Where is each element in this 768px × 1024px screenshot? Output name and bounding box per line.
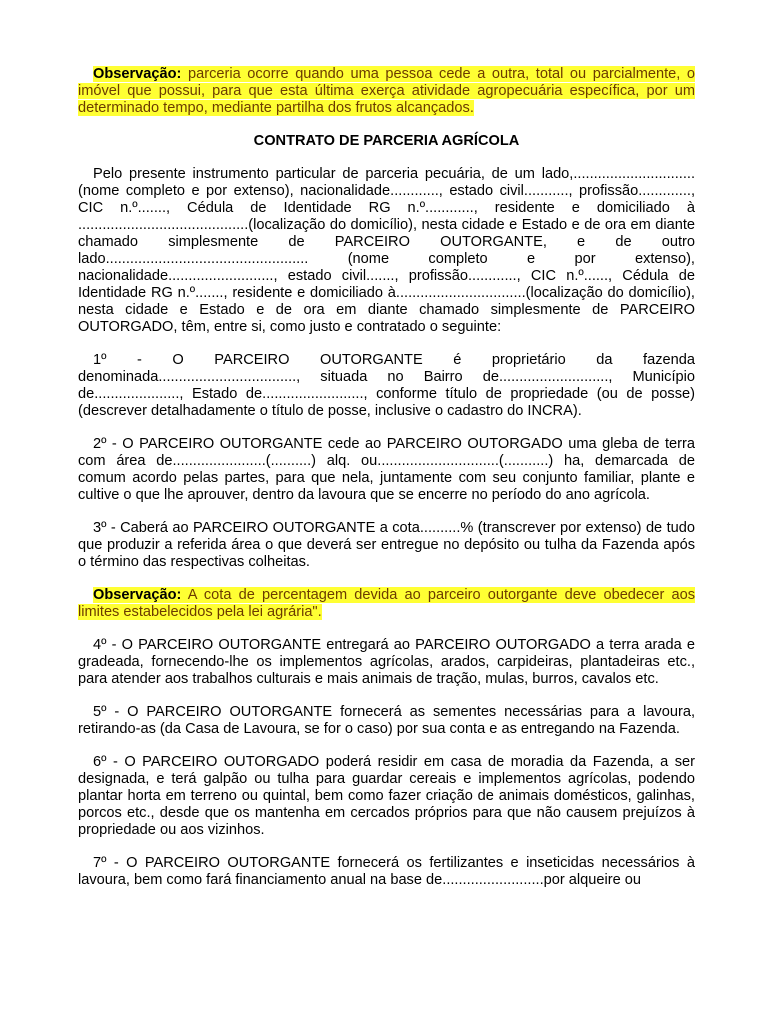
clause-2: 2º - O PARCEIRO OUTORGANTE cede ao PARCEIRO OUTORGADO uma gleba de terra com área de.......................(..........) alq. ou..............................(...........) ha, demarcada de comum acordo pelas partes, para que nela, juntamente com seu conjunto familiar, plante e cultive o que lhe aprouver, dentro da lavoura que se encerre no período do ano agrícola. xyxy=(78,436,695,503)
observation-label: Observação: xyxy=(93,66,182,82)
clause-3: 3º - Caberá ao PARCEIRO OUTORGANTE a cota..........% (transcrever por extenso) de tudo que produzir a referida área o que deverá ser entregue no depósito ou tulha da Fazenda após o término das respectivas colheitas. xyxy=(78,520,695,570)
observation-label-2: Observação: xyxy=(93,587,182,603)
clause-7: 7º - O PARCEIRO OUTORGANTE fornecerá os fertilizantes e inseticidas necessários à lavoura, bem como fará financiamento anual na base de.........................por alqueire ou xyxy=(78,855,695,888)
clause-6: 6º - O PARCEIRO OUTORGADO poderá residir em casa de moradia da Fazenda, a ser designada, e terá galpão ou tulha para guardar cereais e implementos agrícolas, podendo plantar horta em terreno ou quintal, bem como fazer criação de animais domésticos, galinhas, porcos etc., desde que os mantenha em cercados próprios para que não causem prejuízos à propriedade ou aos vizinhos. xyxy=(78,754,695,838)
document-body xyxy=(78,66,695,905)
clause-5: 5º - O PARCEIRO OUTORGANTE fornecerá as sementes necessárias para a lavoura, retirando-as (da Casa de Lavoura, se for o caso) por sua conta e as entregando na Fazenda. xyxy=(78,704,695,737)
contract-title: CONTRATO DE PARCERIA AGRÍCOLA xyxy=(253,133,520,149)
observation-note xyxy=(78,66,695,117)
intro-paragraph: Pelo presente instrumento particular de parceria pecuária, de um lado,..............................(nome completo e por extenso), nacionalidade............, estado civil..........., profissão............., CIC n.º......., Cédula de Identidade RG n.º............, residente e domiciliado à ..........................................(localização do domicílio), nesta cidade e Estado e de ora em diante chamado simplesmente de PARCEIRO OUTORGANTE, e de outro lado.................................................. (nome completo e por extenso), nacionalidade.........................., estado civil......., profissão............, CIC n.º......, Cédula de Identidade RG n.º......., residente e domiciliado à................................(localização do domicílio), nesta cidade e Estado e de ora em diante chamado simplesmente de PARCEIRO OUTORGADO, têm, entre si, como justo e contratado o seguinte: xyxy=(78,166,695,335)
observation-text: parceria ocorre quando uma pessoa cede a outra, total ou parcialmente, o imóvel que possui, para que esta última exerça atividade agropecuária específica, por um determinado tempo, mediante partilha dos frutos alcançados. xyxy=(78,66,695,116)
observation-note-2 xyxy=(78,587,695,621)
clause-4: 4º - O PARCEIRO OUTORGANTE entregará ao PARCEIRO OUTORGADO a terra arada e gradeada, fornecendo-lhe os implementos agrícolas, arados, carpideiras, plantadeiras etc., para atender aos trabalhos culturais e mais animais de tração, mulas, burros, cavalos etc. xyxy=(78,637,695,687)
observation-text-2: A cota de percentagem devida ao parceiro outorgante deve obedecer aos limites estabelecidos pela lei agrária". xyxy=(78,587,695,620)
clause-1: 1º - O PARCEIRO OUTORGANTE é proprietário da fazenda denominada.................................., situada no Bairro de..........................., Município de....................., Estado de........................., conforme título de propriedade (ou de posse) (descrever detalhadamente o título de posse, inclusive o cadastro do INCRA). xyxy=(78,352,695,419)
